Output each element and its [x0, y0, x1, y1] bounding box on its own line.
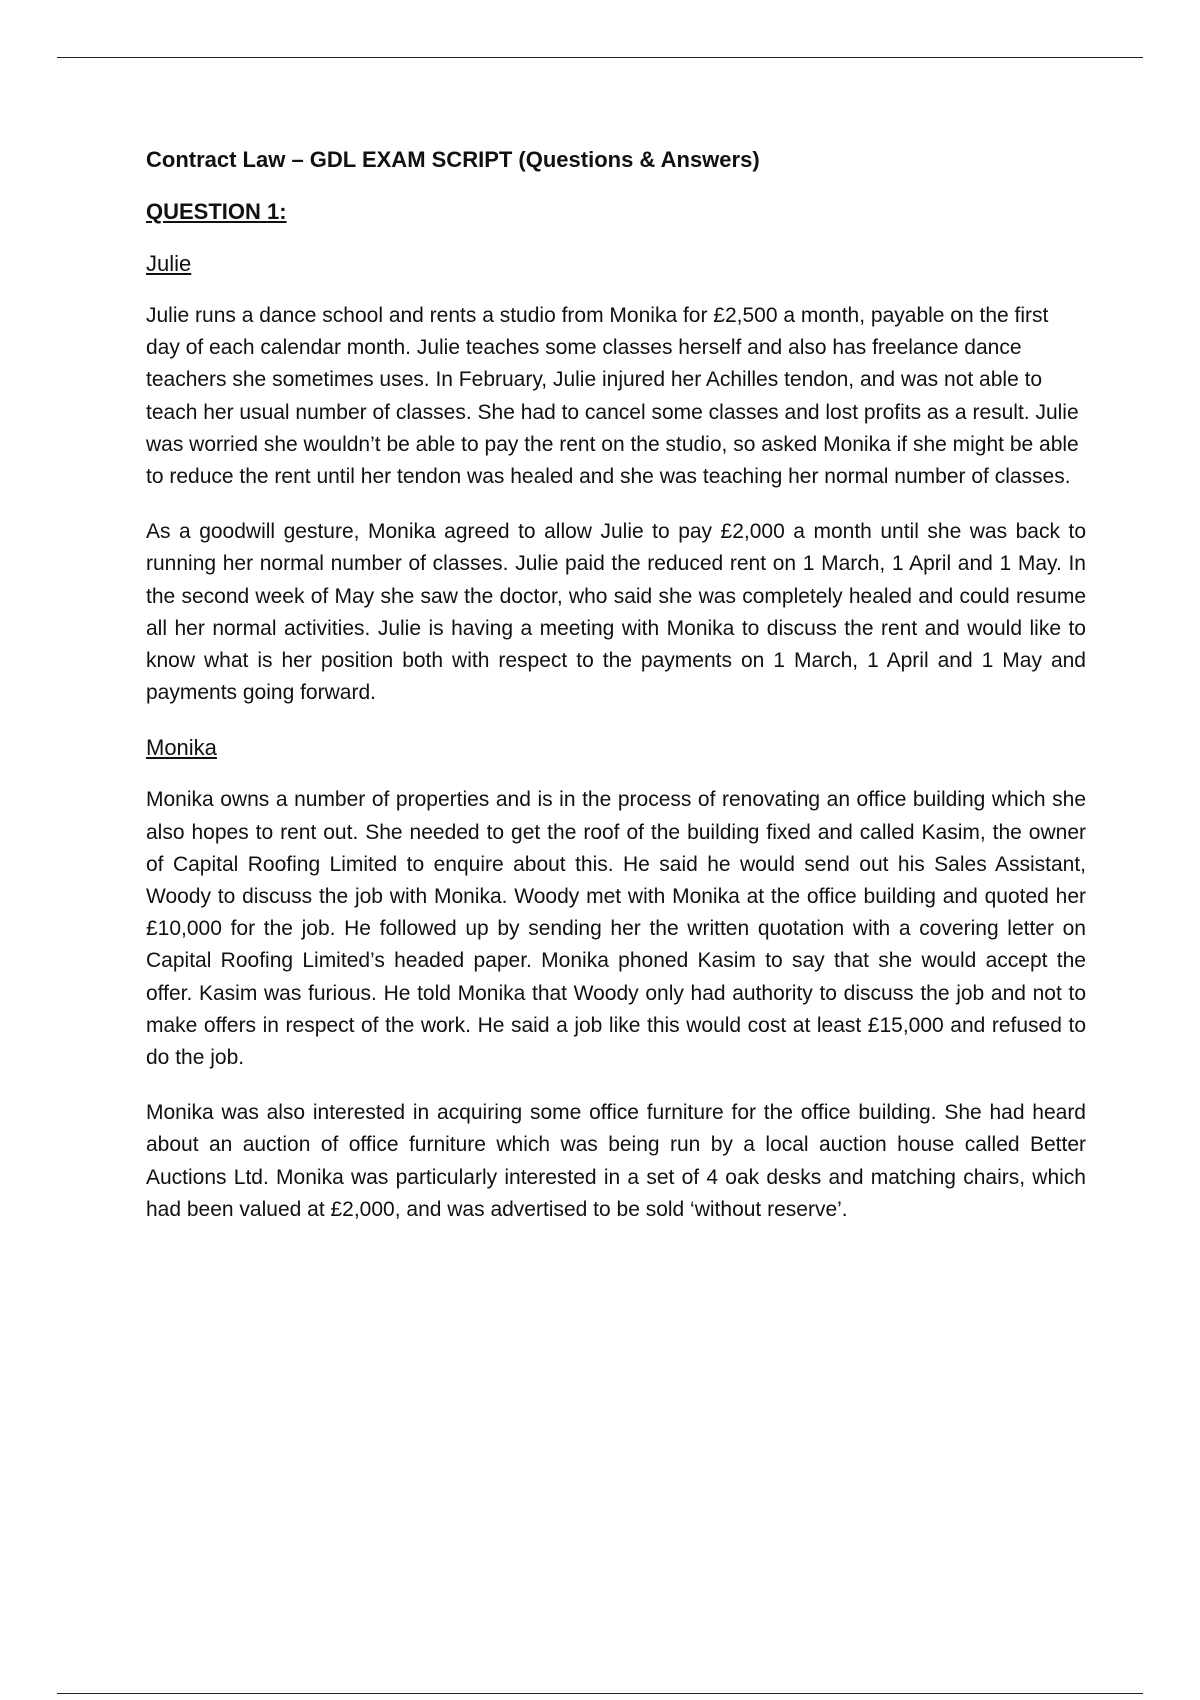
question-heading: QUESTION 1:: [146, 199, 287, 224]
paragraph-julie-1: Julie runs a dance school and rents a studio from Monika for £2,500 a month, payable on the first day of each calendar month. Julie teaches some classes herself and also has freelance dance teachers she sometimes uses. In February, Julie injured her Achilles tendon, and was not able to teach her usual number of classes. She had to cancel some classes and lost profits as a result. Julie was worried she wouldn’t be able to pay the rent on the studio, so asked Monika if she might be able to reduce the rent until her tendon was healed and she was teaching her normal number of classes.: [146, 304, 1079, 489]
paragraph-monika-2: Monika was also interested in acquiring some office furniture for the office building. She had heard about an auction of office furniture which was being run by a local auction house called Better Auctions Ltd. Monika was particularly interested in a set of 4 oak desks and matching chairs, which had been valued at £2,000, and was advertised to be sold ‘without reserve’.: [146, 1101, 1086, 1221]
document-title: Contract Law – GDL EXAM SCRIPT (Questions & Answers): [146, 147, 760, 172]
top-divider: [57, 57, 1143, 58]
document-body: [146, 144, 1086, 1249]
paragraph-julie-2: As a goodwill gesture, Monika agreed to allow Julie to pay £2,000 a month until she was back to running her normal number of classes. Julie paid the reduced rent on 1 March, 1 April and 1 May. In the second week of May she saw the doctor, who said she was completely healed and could resume all her normal activities. Julie is having a meeting with Monika to discuss the rent and would like to know what is her position both with respect to the payments on 1 March, 1 April and 1 May and payments going forward.: [146, 520, 1086, 705]
section-heading-julie: Julie: [146, 251, 192, 276]
paragraph-monika-1: Monika owns a number of properties and is in the process of renovating an office building which she also hopes to rent out. She needed to get the roof of the building fixed and called Kasim, the owner of Capital Roofing Limited to enquire about this. He said he would send out his Sales Assistant, Woody to discuss the job with Monika. Woody met with Monika at the office building and quoted her £10,000 for the job. He followed up by sending her the written quotation with a covering letter on Capital Roofing Limited’s headed paper. Monika phoned Kasim to say that she would accept the offer. Kasim was furious. He told Monika that Woody only had authority to discuss the job and not to make offers in respect of the work. He said a job like this would cost at least £15,000 and refused to do the job.: [146, 788, 1086, 1070]
section-heading-monika: Monika: [146, 735, 217, 761]
bottom-divider: [57, 1693, 1143, 1694]
